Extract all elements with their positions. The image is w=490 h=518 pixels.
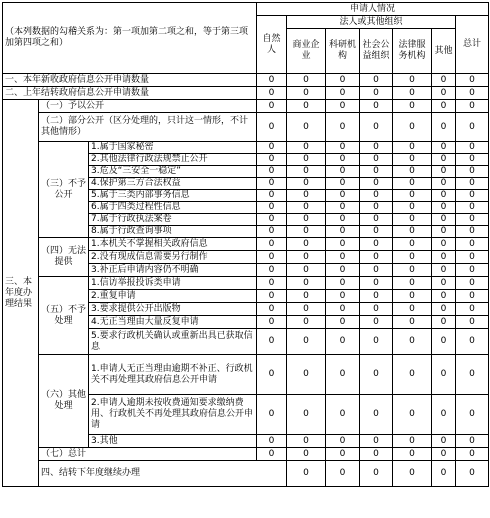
- value-cell: 0: [287, 316, 326, 329]
- value-cell: 0: [326, 190, 360, 202]
- value-cell: 0: [432, 178, 456, 190]
- value-cell: 0: [257, 303, 287, 316]
- row-label: 四、结转下年度继续办理: [39, 461, 287, 487]
- value-cell: 0: [456, 154, 489, 166]
- row-carry-forward: [3, 461, 489, 487]
- group-not-processed: （五）不予处理: [39, 277, 89, 355]
- value-cell: 0: [287, 190, 326, 202]
- value-cell: 0: [456, 395, 489, 435]
- value-cell: 0: [360, 202, 393, 214]
- value-cell: 0: [326, 178, 360, 190]
- value-cell: 0: [456, 290, 489, 303]
- value-cell: 0: [432, 214, 456, 226]
- value-cell: 0: [456, 303, 489, 316]
- row-label: 3.要求提供公开出版物: [89, 303, 257, 316]
- value-cell: 0: [326, 435, 360, 448]
- header-natural-person: 自然人: [257, 16, 287, 74]
- value-cell: 0: [287, 448, 326, 461]
- value-cell: 0: [360, 316, 393, 329]
- section-3-label: 三、本年度办理结果: [3, 100, 39, 487]
- header-social-welfare: 社会公益组织: [360, 29, 393, 74]
- value-cell: 0: [432, 166, 456, 178]
- value-cell: 0: [257, 395, 287, 435]
- value-cell: 0: [257, 238, 287, 251]
- value-cell: 0: [360, 74, 393, 87]
- value-cell: 0: [326, 329, 360, 355]
- value-cell: 0: [456, 190, 489, 202]
- value-cell: 0: [257, 264, 287, 277]
- value-cell: 0: [360, 264, 393, 277]
- row-label: 1.信访举报投诉类申请: [89, 277, 257, 290]
- value-cell: 0: [287, 277, 326, 290]
- value-cell: 0: [432, 113, 456, 142]
- value-cell: 0: [393, 214, 432, 226]
- value-cell: 0: [326, 226, 360, 238]
- value-cell: 0: [326, 154, 360, 166]
- value-cell: 0: [326, 290, 360, 303]
- row-label: 3.补正后申请内容仍不明确: [89, 264, 257, 277]
- value-cell: 0: [393, 461, 432, 487]
- row-label: （一）予以公开: [39, 100, 257, 113]
- value-cell: 0: [360, 448, 393, 461]
- value-cell: 0: [257, 448, 287, 461]
- row-disclosed: [3, 100, 489, 113]
- value-cell: 0: [456, 226, 489, 238]
- value-cell: 0: [393, 395, 432, 435]
- value-cell: 0: [360, 435, 393, 448]
- value-cell: 0: [432, 74, 456, 87]
- value-cell: 0: [393, 238, 432, 251]
- value-cell: 0: [326, 238, 360, 251]
- value-cell: 0: [432, 303, 456, 316]
- row-label: 4.保护第三方合法权益: [89, 178, 257, 190]
- value-cell: 0: [456, 251, 489, 264]
- value-cell: 0: [360, 178, 393, 190]
- value-cell: 0: [257, 100, 287, 113]
- value-cell: 0: [456, 100, 489, 113]
- row-label: 5.属于三类内部事务信息: [89, 190, 257, 202]
- gov-info-disclosure-table: [2, 2, 489, 487]
- value-cell: 0: [257, 178, 287, 190]
- value-cell: 0: [360, 251, 393, 264]
- value-cell: 0: [432, 277, 456, 290]
- value-cell: 0: [393, 290, 432, 303]
- value-cell: 0: [393, 448, 432, 461]
- value-cell: 0: [393, 166, 432, 178]
- header-row-1: [3, 3, 489, 16]
- value-cell: 0: [287, 178, 326, 190]
- value-cell: 0: [326, 166, 360, 178]
- header-other: 其他: [432, 29, 456, 74]
- value-cell: 0: [257, 214, 287, 226]
- value-cell: 0: [326, 448, 360, 461]
- value-cell: 0: [432, 226, 456, 238]
- value-cell: 0: [456, 74, 489, 87]
- value-cell: 0: [257, 329, 287, 355]
- value-cell: 0: [287, 113, 326, 142]
- value-cell: 0: [393, 303, 432, 316]
- value-cell: 0: [326, 461, 360, 487]
- row-label: 1.本机关不掌握相关政府信息: [89, 238, 257, 251]
- value-cell: 0: [257, 277, 287, 290]
- value-cell: 0: [287, 395, 326, 435]
- value-cell: 0: [287, 154, 326, 166]
- value-cell: 0: [326, 303, 360, 316]
- row-label: 5.要求行政机关确认或重新出具已获取信息: [89, 329, 257, 355]
- value-cell: 0: [393, 202, 432, 214]
- value-cell: 0: [326, 142, 360, 154]
- value-cell: 0: [287, 355, 326, 395]
- value-cell: 0: [326, 251, 360, 264]
- value-cell: 0: [432, 238, 456, 251]
- value-cell: 0: [393, 316, 432, 329]
- value-cell: 0: [393, 113, 432, 142]
- value-cell: 0: [393, 100, 432, 113]
- value-cell: 0: [287, 303, 326, 316]
- row-label: （七）总计: [39, 448, 257, 461]
- value-cell: 0: [287, 214, 326, 226]
- value-cell: 0: [287, 87, 326, 100]
- value-cell: 0: [287, 435, 326, 448]
- value-cell: 0: [456, 316, 489, 329]
- value-cell: 0: [257, 190, 287, 202]
- value-cell: 0: [257, 113, 287, 142]
- value-cell: 0: [257, 154, 287, 166]
- value-cell: 0: [326, 355, 360, 395]
- value-cell: 0: [432, 154, 456, 166]
- row-label: （二）部分公开（区分处理的，只计这一情形，不计其他情形）: [39, 113, 257, 142]
- value-cell: 0: [257, 166, 287, 178]
- header-note: （本列数据的勾稽关系为：第一项加第二项之和，等于第三项加第四项之和）: [3, 3, 257, 74]
- value-cell: 0: [360, 238, 393, 251]
- value-cell: 0: [326, 277, 360, 290]
- value-cell: 0: [456, 329, 489, 355]
- value-cell: 0: [257, 316, 287, 329]
- group-not-disclosed: （三）不予公开: [39, 142, 89, 238]
- row-label: 2.其他法律行政法规禁止公开: [89, 154, 257, 166]
- value-cell: 0: [257, 435, 287, 448]
- value-cell: 0: [432, 190, 456, 202]
- value-cell: 0: [257, 87, 287, 100]
- value-cell: 0: [456, 277, 489, 290]
- value-cell: 0: [326, 395, 360, 435]
- value-cell: 0: [360, 329, 393, 355]
- value-cell: 0: [287, 264, 326, 277]
- value-cell: 0: [456, 87, 489, 100]
- value-cell: 0: [360, 303, 393, 316]
- value-cell: 0: [432, 461, 456, 487]
- value-cell: 0: [360, 166, 393, 178]
- value-cell: 0: [393, 277, 432, 290]
- row-label: 一、本年新收政府信息公开申请数量: [3, 74, 257, 87]
- value-cell: 0: [456, 178, 489, 190]
- header-commercial: 商业企业: [287, 29, 326, 74]
- value-cell: 0: [432, 329, 456, 355]
- value-cell: 0: [432, 202, 456, 214]
- row-other-processing-1: [3, 355, 489, 395]
- value-cell: 0: [432, 395, 456, 435]
- value-cell: 0: [393, 355, 432, 395]
- value-cell: 0: [456, 202, 489, 214]
- value-cell: 0: [257, 74, 287, 87]
- row-label: 7.属于行政执法案卷: [89, 214, 257, 226]
- value-cell: 0: [360, 154, 393, 166]
- value-cell: 0: [360, 355, 393, 395]
- value-cell: 0: [393, 264, 432, 277]
- value-cell: 0: [456, 435, 489, 448]
- value-cell: 0: [326, 113, 360, 142]
- value-cell: 0: [360, 226, 393, 238]
- row-partially-disclosed: [3, 113, 489, 142]
- value-cell: 0: [287, 226, 326, 238]
- row-label: 3.其他: [89, 435, 257, 448]
- value-cell: 0: [287, 251, 326, 264]
- value-cell: 0: [326, 87, 360, 100]
- value-cell: 0: [326, 264, 360, 277]
- group-unable-provide: （四）无法提供: [39, 238, 89, 277]
- value-cell: 0: [257, 226, 287, 238]
- value-cell: 0: [432, 316, 456, 329]
- value-cell: 0: [326, 74, 360, 87]
- value-cell: 0: [287, 74, 326, 87]
- value-cell: 0: [432, 435, 456, 448]
- value-cell: 0: [257, 202, 287, 214]
- value-cell: 0: [287, 238, 326, 251]
- value-cell: 0: [432, 87, 456, 100]
- value-cell: 0: [360, 290, 393, 303]
- value-cell: 0: [360, 395, 393, 435]
- header-total: 总计: [456, 16, 489, 74]
- value-cell: 0: [287, 290, 326, 303]
- value-cell: 0: [360, 87, 393, 100]
- value-cell: 0: [287, 142, 326, 154]
- value-cell: 0: [393, 142, 432, 154]
- row-section-total: [3, 448, 489, 461]
- value-cell: 0: [456, 355, 489, 395]
- value-cell: 0: [432, 290, 456, 303]
- value-cell: 0: [326, 202, 360, 214]
- value-cell: 0: [393, 154, 432, 166]
- value-cell: 0: [287, 329, 326, 355]
- value-cell: 0: [393, 329, 432, 355]
- value-cell: 0: [257, 142, 287, 154]
- row-label: 6.属于四类过程性信息: [89, 202, 257, 214]
- value-cell: 0: [287, 202, 326, 214]
- value-cell: 0: [393, 87, 432, 100]
- value-cell: 0: [456, 238, 489, 251]
- row-unable-1: [3, 238, 489, 251]
- value-cell: 0: [456, 166, 489, 178]
- value-cell: 0: [393, 251, 432, 264]
- value-cell: 0: [326, 100, 360, 113]
- row-label: 1.申请人无正当理由逾期不补正、行政机关不再处理其政府信息公开申请: [89, 355, 257, 395]
- value-cell: 0: [360, 113, 393, 142]
- row-new-applications: [3, 74, 489, 87]
- value-cell: 0: [393, 178, 432, 190]
- value-cell: 0: [456, 461, 489, 487]
- value-cell: 0: [432, 100, 456, 113]
- value-cell: 0: [360, 277, 393, 290]
- value-cell: 0: [360, 190, 393, 202]
- value-cell: 0: [456, 448, 489, 461]
- header-applicant-status: 申请人情况: [257, 3, 489, 16]
- value-cell: 0: [456, 142, 489, 154]
- row-label: 8.属于行政查询事项: [89, 226, 257, 238]
- value-cell: 0: [393, 74, 432, 87]
- value-cell: 0: [360, 214, 393, 226]
- value-cell: 0: [287, 461, 326, 487]
- value-cell: 0: [456, 264, 489, 277]
- row-label: 2.重复申请: [89, 290, 257, 303]
- header-legal-service: 法律服务机构: [393, 29, 432, 74]
- value-cell: 0: [257, 251, 287, 264]
- header-research: 科研机构: [326, 29, 360, 74]
- row-label: 3.危及“三安全一稳定”: [89, 166, 257, 178]
- value-cell: 0: [432, 448, 456, 461]
- group-other-processing: （六）其他处理: [39, 355, 89, 448]
- row-label: 2.申请人逾期未按收费通知要求缴纳费用、行政机关不再处理其政府信息公开申请: [89, 395, 257, 435]
- value-cell: 0: [360, 100, 393, 113]
- row-label: 1.属于国家秘密: [89, 142, 257, 154]
- value-cell: 0: [287, 100, 326, 113]
- value-cell: 0: [456, 113, 489, 142]
- value-cell: 0: [432, 264, 456, 277]
- value-cell: 0: [432, 251, 456, 264]
- value-cell: 0: [456, 214, 489, 226]
- value-cell: 0: [287, 166, 326, 178]
- value-cell: 0: [257, 290, 287, 303]
- value-cell: 0: [393, 190, 432, 202]
- value-cell: 0: [257, 355, 287, 395]
- value-cell: 0: [432, 355, 456, 395]
- value-cell: 0: [432, 142, 456, 154]
- value-cell: 0: [326, 316, 360, 329]
- row-not-processed-1: [3, 277, 489, 290]
- row-label: 2.没有现成信息需要另行制作: [89, 251, 257, 264]
- value-cell: 0: [393, 435, 432, 448]
- row-label: 二、上年结转政府信息公开申请数量: [3, 87, 257, 100]
- value-cell: 0: [393, 226, 432, 238]
- header-legal-orgs: 法人或其他组织: [287, 16, 456, 29]
- value-cell: 0: [360, 142, 393, 154]
- row-carried-over: [3, 87, 489, 100]
- row-label: 4.无正当理由大量反复申请: [89, 316, 257, 329]
- value-cell: 0: [326, 214, 360, 226]
- row-not-disclosed-1: [3, 142, 489, 154]
- value-cell: 0: [360, 461, 393, 487]
